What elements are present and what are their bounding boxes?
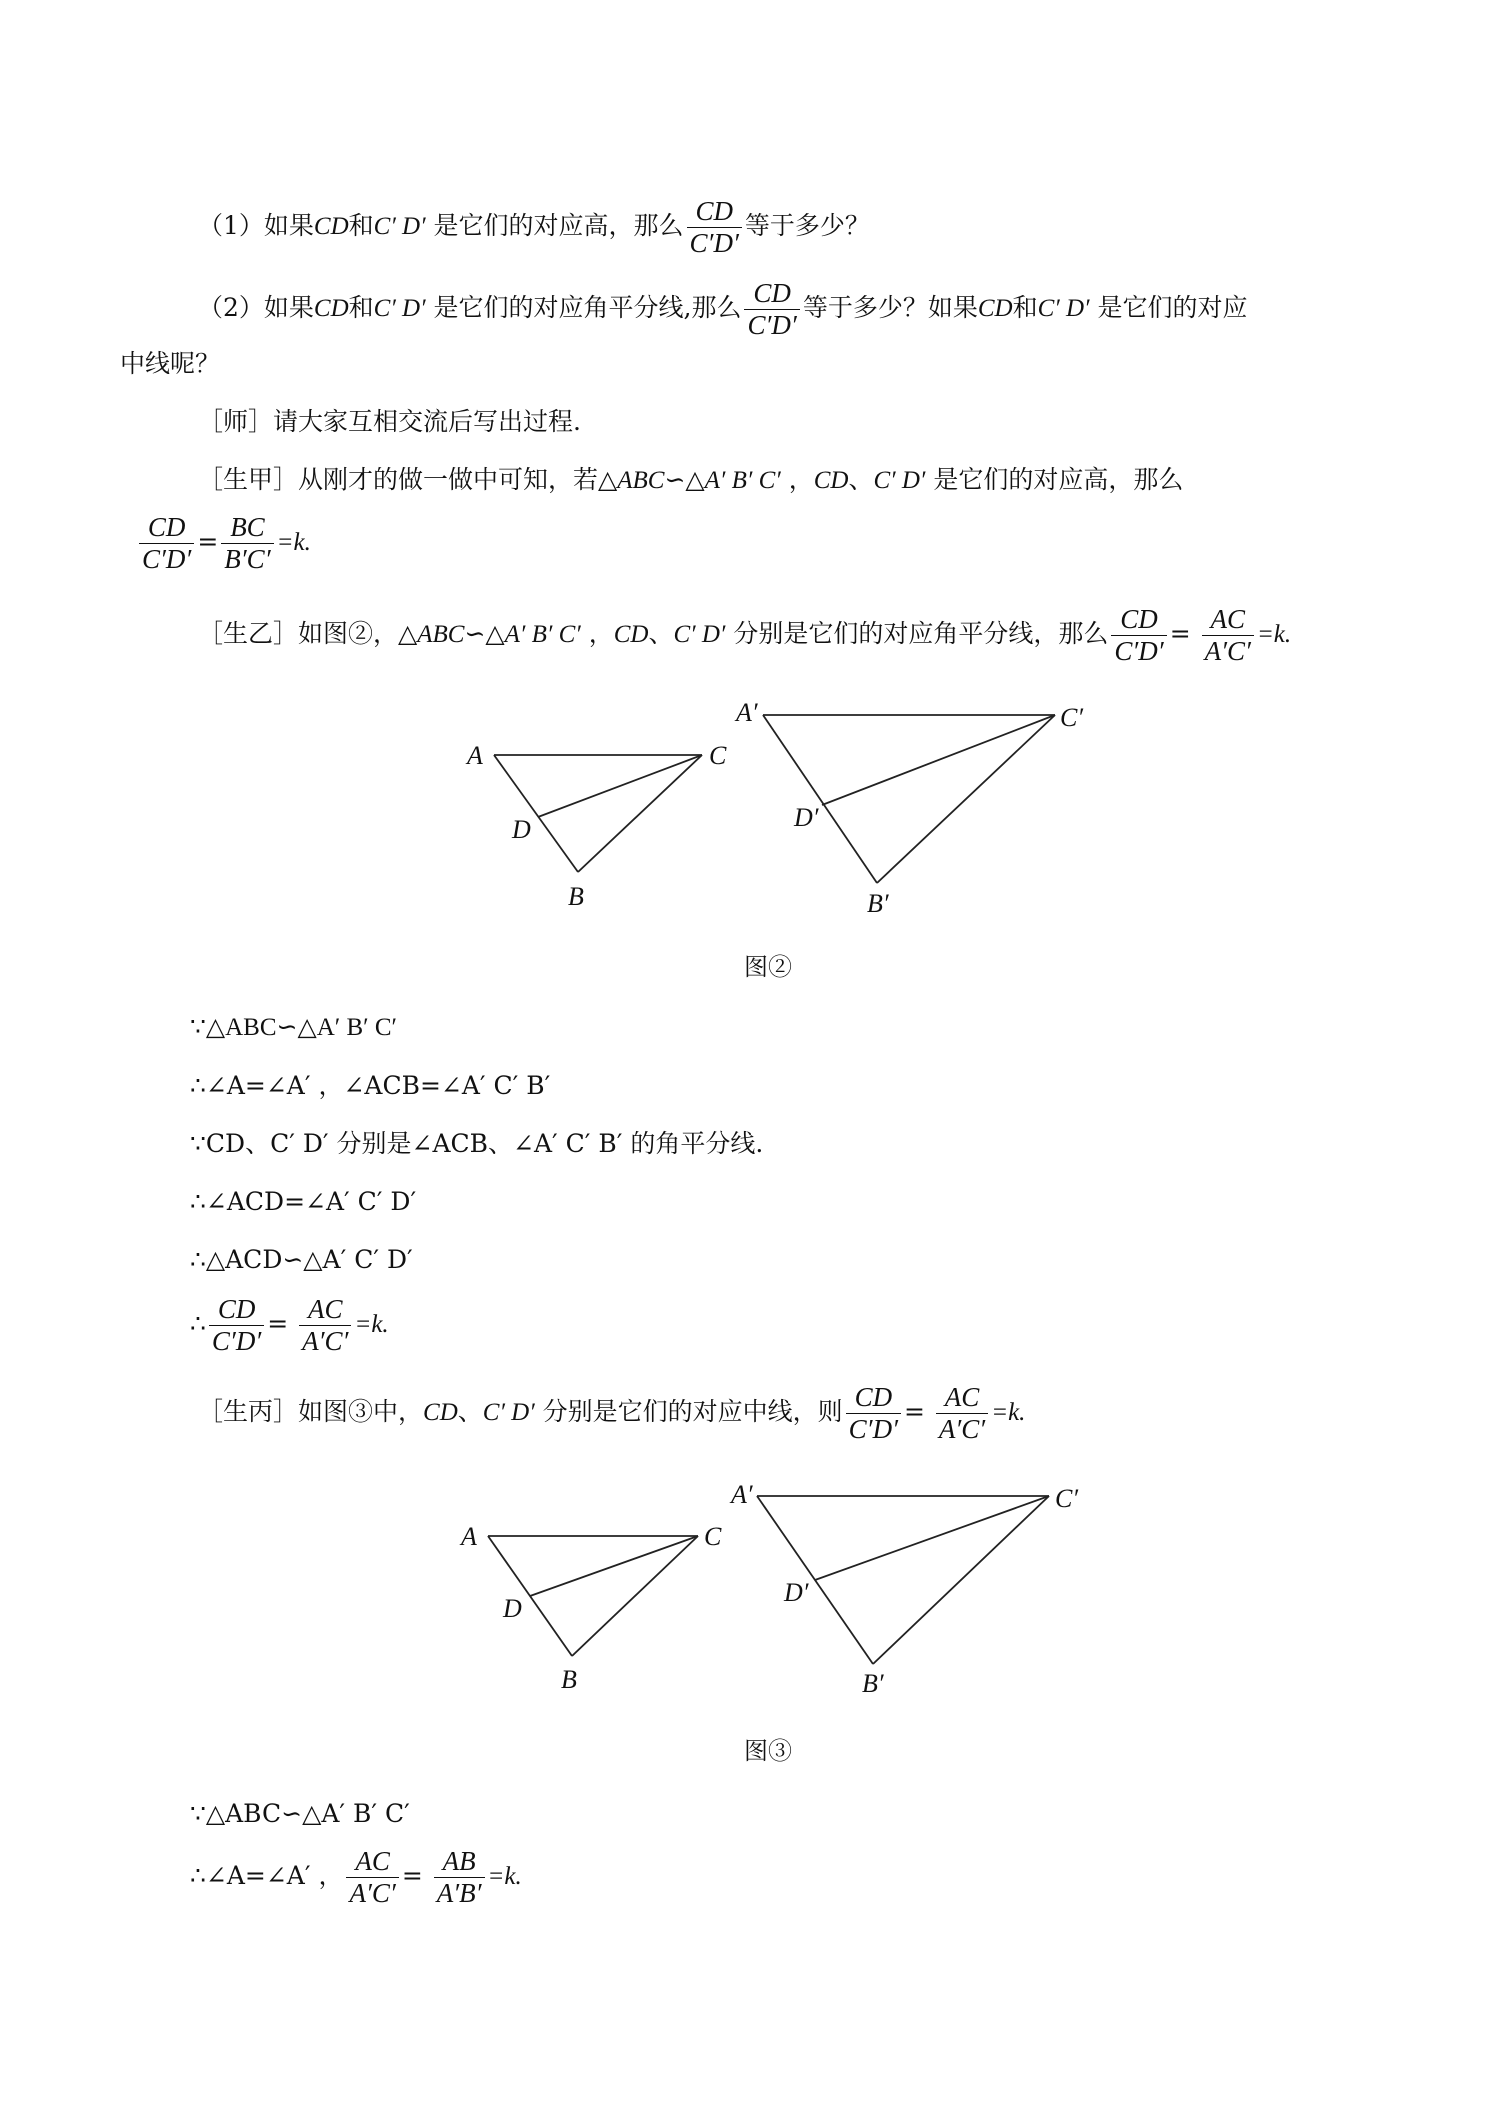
fig3-label-c: C (704, 1522, 722, 1551)
student-bing-statement: ［生丙］如图③中，CD、C′ D′ 分别是它们的对应中线，则 $\frac{CD}{C'D'}$ = $\frac{AC}{A'C'}$ =k. (198, 1382, 1026, 1444)
fraction-bc-over-b2c2: $\frac{BC}{B'C'}$ (221, 512, 273, 575)
fraction-ac-over-a2c2: $\frac{AC}{A'C'}$ (346, 1846, 398, 1909)
fig3-label-a2: A′ (731, 1480, 753, 1509)
fig3-small-median-cd (530, 1536, 698, 1596)
fraction-cd-over-c2d2: $\frac{CD}{C'D'}$ (139, 512, 194, 575)
fraction-ac-over-a2c2: $\frac{AC}{A'C'}$ (936, 1382, 988, 1445)
fig2-label-d2: D′ (794, 803, 819, 832)
student-yi-statement: ［生乙］如图②，△ABC∽△A′ B′ C′ ，CD、C′ D′ 分别是它们的对应角平分线，那么 $\frac{CD}{C'D'}$ = $\frac{AC}{A'C'}$ =k. (198, 604, 1292, 666)
fig2-label-b2: B′ (867, 889, 889, 918)
proof3-line-1: ∵△ABC∽△A′ B′ C′ (190, 1799, 410, 1828)
teacher-prompt: ［师］请大家互相交流后写出过程. (198, 407, 581, 436)
fraction-cd-over-c2d2: $\frac{CD}{C'D'}$ (209, 1294, 264, 1357)
question-2: （2）如果CD和C′ D′ 是它们的对应角平分线,那么 $\frac{CD}{C'D'}$ 等于多少？如果CD和C′ D′ 是它们的对应 (198, 278, 1248, 340)
fig2-label-c2: C′ (1060, 703, 1084, 732)
proof3-line-2: ∴∠A=∠A′ ， $\frac{AC}{A'C'}$ = $\frac{AB}{A'B'}$ =k. (190, 1846, 522, 1908)
proof2-line-2: ∴∠A=∠A′ ，∠ACB=∠A′ C′ B′ (190, 1071, 551, 1100)
proof2-line-3: ∵CD、C′ D′ 分别是∠ACB、∠A′ C′ B′ 的角平分线. (190, 1129, 764, 1158)
student-jia-equation: $\frac{CD}{C'D'}$ = $\frac{BC}{B'C'}$ =k. (136, 512, 311, 575)
question-2-continued: 中线呢？ (120, 349, 221, 378)
fraction-cd-over-c2d2: $\frac{CD}{C'D'}$ (1111, 604, 1166, 667)
fig3-large-median-cd (815, 1496, 1049, 1580)
fraction-ab-over-a2b2: $\frac{AB}{A'B'}$ (434, 1846, 485, 1909)
fig2-label-a: A (467, 741, 483, 770)
fig2-label-b: B (568, 882, 584, 911)
fig2-label-c: C (709, 741, 727, 770)
fig3-large-side-cb (873, 1496, 1049, 1664)
fraction-ac-over-a2c2: $\frac{AC}{A'C'}$ (1202, 604, 1254, 667)
proof2-line-6: ∴ $\frac{CD}{C'D'}$ = $\frac{AC}{A'C'}$ =k. (190, 1294, 389, 1356)
fraction-cd-over-c2d2: $\frac{CD}{C'D'}$ (846, 1382, 901, 1445)
figure-3-caption: 图③ (744, 1737, 792, 1765)
fraction-ac-over-a2c2: $\frac{AC}{A'C'}$ (299, 1294, 351, 1357)
fig3-small-side-cb (572, 1536, 698, 1656)
figure-2-caption: 图② (744, 953, 792, 981)
proof2-line-4: ∴∠ACD=∠A′ C′ D′ (190, 1187, 417, 1216)
fig3-label-a: A (461, 1522, 477, 1551)
proof2-line-1: ∵△ABC∽△A′ B′ C′ (190, 1014, 398, 1041)
fig3-label-b2: B′ (862, 1669, 884, 1698)
question-1: （1）如果CD和C′ D′ 是它们的对应高，那么 $\frac{CD}{C'D'}$ 等于多少？ (198, 196, 870, 258)
fig3-label-c2: C′ (1055, 1484, 1079, 1513)
student-jia-statement: ［生甲］从刚才的做一做中可知，若△ABC∽△A′ B′ C′ ，CD、C′ D′ 是它们的对应高，那么 (198, 465, 1184, 494)
fig2-label-a2: A′ (736, 698, 758, 727)
fraction-cd-over-c2d2: $\frac{CD}{C'D'}$ (744, 278, 799, 341)
fig3-label-d: D (503, 1594, 522, 1623)
fraction-cd-over-c2d2: $\frac{CD}{C'D'}$ (687, 196, 742, 259)
fig3-label-d2: D′ (784, 1578, 809, 1607)
fig3-label-b: B (561, 1665, 577, 1694)
proof2-line-5: ∴△ACD∽△A′ C′ D′ (190, 1245, 413, 1274)
fig2-label-d: D (512, 815, 531, 844)
